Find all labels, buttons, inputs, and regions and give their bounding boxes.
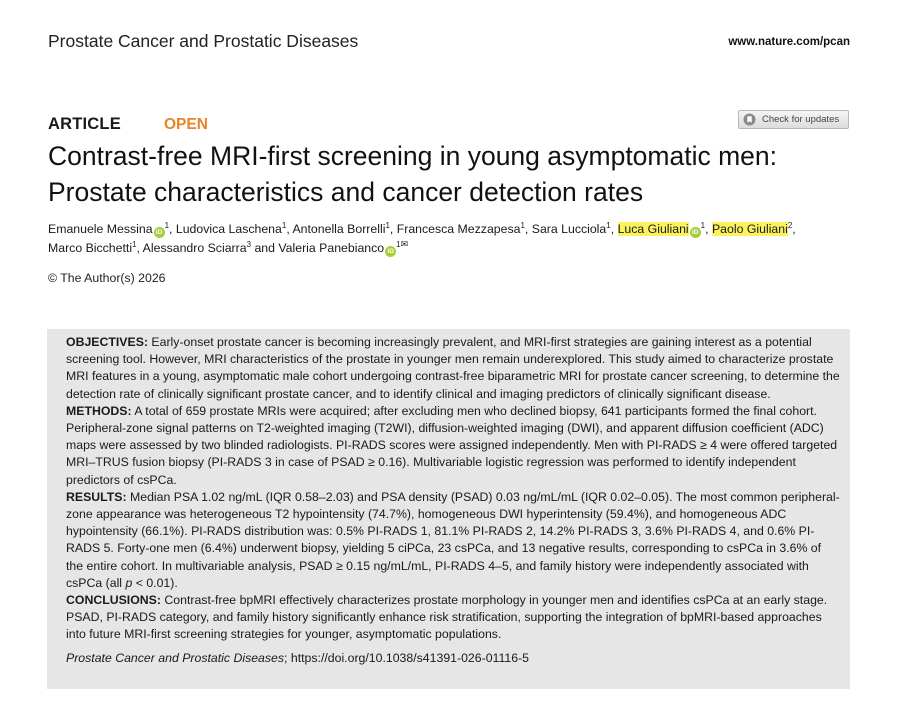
- citation-journal: Prostate Cancer and Prostatic Diseases: [66, 650, 285, 665]
- author-name[interactable]: Sara Lucciola: [531, 222, 607, 236]
- author-name[interactable]: Francesca Mezzapesa: [396, 222, 521, 236]
- bookmark-icon: [743, 113, 756, 126]
- results-label: RESULTS:: [66, 489, 127, 504]
- article-type: ARTICLE: [48, 115, 121, 133]
- copyright-notice: © The Author(s) 2026: [48, 271, 166, 285]
- orcid-icon[interactable]: iD: [154, 227, 165, 238]
- orcid-icon[interactable]: iD: [690, 227, 701, 238]
- results-end: < 0.01).: [135, 575, 178, 590]
- author-name[interactable]: Valeria Panebianco: [278, 241, 385, 255]
- article-title: [48, 138, 868, 210]
- author-name-highlighted[interactable]: Paolo Giuliani: [711, 222, 788, 236]
- title-line-2: Prostate characteristics and cancer detection rates: [48, 177, 644, 207]
- abstract-results: [66, 489, 840, 592]
- check-for-updates-label: Check for updates: [762, 114, 840, 125]
- objectives-text: Early-onset prostate cancer is becoming increasingly prevalent, and MRI-first strategies are gaining interest as a potential screening tool. However, MRI characteristics of the prostate in younger men remain underexplored. This study aimed to characterize prostate MRI features in a young, asymptomatic male cohort undergoing contrast-free biparametric MRI for prostate cancer screening, to determine the detection rate of clinically significant prostate cancer, and to identify clinical and imaging predictors of clinically significant disease.: [66, 335, 840, 401]
- author-name[interactable]: Alessandro Sciarra: [142, 241, 247, 255]
- affiliation-number: 1: [132, 240, 137, 249]
- affiliation-number: 1: [700, 221, 706, 230]
- mail-icon[interactable]: ✉: [400, 239, 409, 249]
- title-line-1: Contrast-free MRI-first screening in young asymptomatic men:: [48, 141, 778, 171]
- check-for-updates-button[interactable]: [738, 110, 849, 129]
- affiliation-number: 1: [606, 221, 611, 230]
- abstract-conclusions: [66, 592, 840, 644]
- author-list: Emanuele Messina $iD^1$, Ludovica Laschena$^1$, Antonella Borrelli$^1$, Francesca Mezzapesa$^1$, Sara Lucciola$^1$, Luca Giuliani $iD^1$, Paolo Giuliani$^2$, Marco Bicchetti$^1$, Alessandro Sciarra$^3$ and Valeria Panebianco $iD^{1✉}$: [48, 221, 796, 255]
- journal-name: Prostate Cancer and Prostatic Diseases: [48, 31, 359, 51]
- open-access-badge: OPEN: [164, 116, 208, 133]
- p-value-symbol: p: [125, 575, 133, 590]
- citation: [66, 650, 840, 667]
- affiliation-number: 1: [164, 221, 170, 230]
- journal-url[interactable]: www.nature.com/pcan: [728, 36, 850, 48]
- abstract-methods: [66, 403, 840, 489]
- affiliation-number: 1: [385, 221, 390, 230]
- author-name[interactable]: Ludovica Laschena: [175, 222, 282, 236]
- author-name[interactable]: Marco Bicchetti: [48, 241, 133, 255]
- citation-doi[interactable]: ; https://doi.org/10.1038/s41391-026-01116-5: [284, 650, 530, 665]
- affiliation-number: 2: [787, 221, 793, 230]
- abstract-objectives: [66, 334, 840, 403]
- affiliation-number: 1: [281, 221, 287, 230]
- methods-label: METHODS:: [66, 403, 132, 418]
- affiliation-number: 1: [396, 240, 401, 249]
- authors-and: and: [254, 241, 275, 255]
- affiliation-number: 3: [246, 240, 252, 249]
- author-name[interactable]: Antonella Borrelli: [292, 222, 386, 236]
- conclusions-label: CONCLUSIONS:: [66, 593, 161, 608]
- orcid-icon[interactable]: iD: [385, 246, 396, 257]
- abstract-box: [47, 329, 850, 689]
- conclusions-text: Contrast-free bpMRI effectively characterizes prostate morphology in younger men and identifies csPCa at an early stage. PSAD, PI-RADS category, and family history significantly enhance risk stratification, supporting the integration of bpMRI-based approaches into future MRI-first screening strategies for younger, asymptomatic populations.: [66, 593, 828, 642]
- results-text: Median PSA 1.02 ng/mL (IQR 0.58–2.03) and PSA density (PSAD) 0.03 ng/mL/mL (IQR 0.02–0.05). The most common peripheral-zone appearance was heterogeneous T2 hypointensity (74.7%), homogeneous DWI hyperintensity (59.4%), and homogeneous ADC hypointensity (66.1%). PI-RADS distribution was: 0.5% PI-RADS 1, 81.1% PI-RADS 2, 14.2% PI-RADS 3, 3.6% PI-RADS 4, and 0.6% PI-RADS 5. Forty-one men (6.4%) underwent biopsy, yielding 5 ciPCa, 23 csPCa, and 13 negative results, corresponding to csPCa in 3.6% of the entire cohort. In multivariable analysis, PSAD ≥ 0.15 ng/mL/mL, PI-RADS 4–5, and family history were independently associated with csPCa (all: [66, 489, 840, 590]
- objectives-label: OBJECTIVES:: [66, 335, 148, 349]
- methods-text: A total of 659 prostate MRIs were acquired; after excluding men who declined biopsy, 641 participants formed the final cohort. Peripheral-zone signal patterns on T2-weighted imaging (T2WI), diffusion-weighted imaging (DWI), and apparent diffusion coefficient (ADC) maps were assessed by two blinded radiologists. PI-RADS scores were assigned independently. Men with PI-RADS ≥ 4 were offered targeted MRI–TRUS fusion biopsy (PI-RADS 3 in case of PSAD ≥ 0.16). Multivariable logistic regression was performed to identify independent predictors of csPCa.: [66, 403, 838, 487]
- author-name-highlighted[interactable]: Luca Giuliani: [617, 222, 689, 236]
- author-name[interactable]: Emanuele Messina: [48, 222, 153, 236]
- affiliation-number: 1: [520, 221, 525, 230]
